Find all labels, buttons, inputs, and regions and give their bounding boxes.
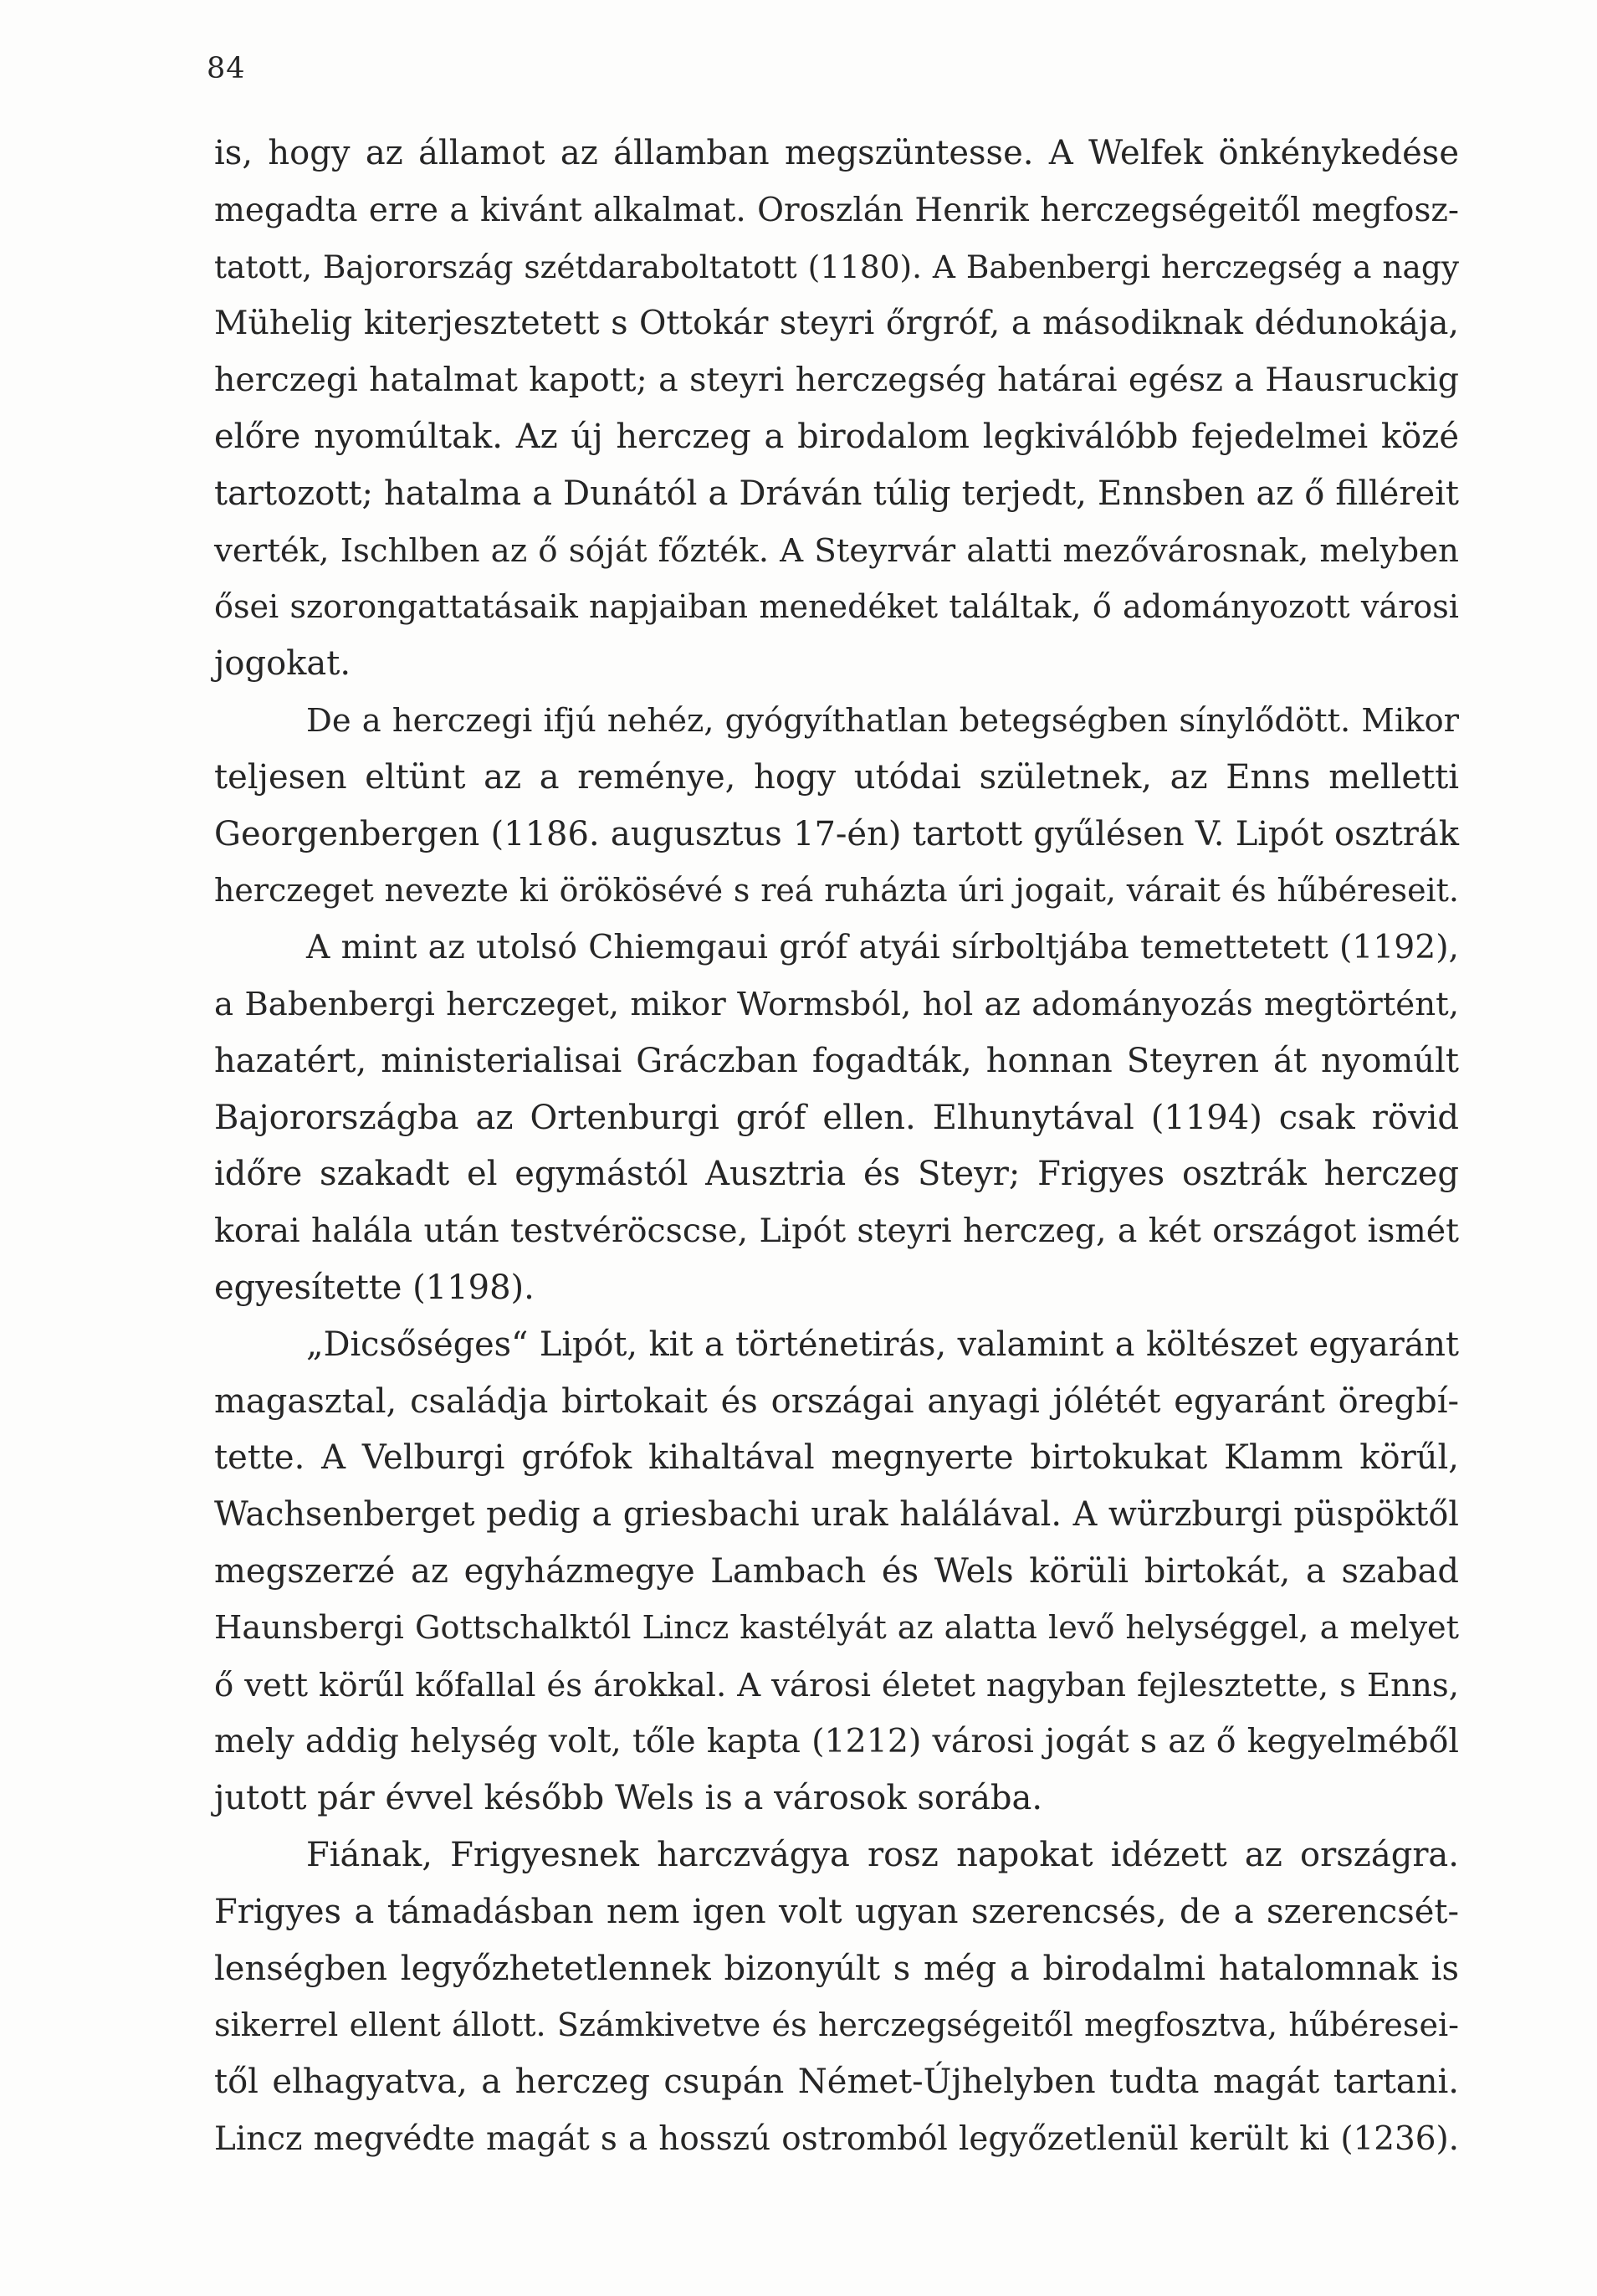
text-line: magasztal, családja birtokait és országai anyagi jólétét egyaránt öregbí-	[214, 1381, 1459, 1421]
text-line: herczegi hatalmat kapott; a steyri herczegség határai egész a Hausruckig	[214, 361, 1459, 400]
text-line: De a herczegi ifjú nehéz, gyógyíthatlan betegségben sínylődött. Mikor	[306, 701, 1459, 740]
text-line: A mint az utolsó Chiemgaui gróf atyái sírboltjába temettetett (1192),	[306, 929, 1459, 967]
text-line: hazatért, ministerialisai Gráczban fogadták, honnan Steyren át nyomúlt	[214, 1041, 1459, 1080]
text-line: tette. A Velburgi grófok kihaltával megnyerte birtokukat Klamm körűl,	[214, 1438, 1459, 1478]
text-line: a Babenbergi herczeget, mikor Wormsból, hol az adományozás megtörtént,	[214, 985, 1459, 1023]
text-line: „Dicsőséges“ Lipót, kit a történetirás, valamint a költészet egyaránt	[306, 1325, 1459, 1364]
text-line: Haunsbergi Gottschalktól Lincz kastélyát az alatta levő helységgel, a melyet	[214, 1609, 1459, 1647]
text-line: Georgenbergen (1186. augusztus 17-én) tartott gyűlésen V. Lipót osztrák	[214, 814, 1459, 853]
text-line: Mühelig kiterjesztetett s Ottokár steyri őrgróf, a másodiknak dédunokája,	[214, 304, 1459, 343]
text-line: mely addig helység volt, tőle kapta (1212) városi jogát s az ő kegyelméből	[214, 1722, 1459, 1761]
text-line: időre szakadt el egymástól Ausztria és Steyr; Frigyes osztrák herczeg	[214, 1155, 1459, 1194]
text-line: ősei szorongattatásaik napjaiban menedéket találtak, ő adományozott városi	[214, 588, 1459, 626]
body-text	[214, 126, 1459, 2168]
text-line: megszerzé az egyházmegye Lambach és Wels körüli birtokát, a szabad	[214, 1551, 1459, 1591]
text-line: tartozott; hatalma a Dunától a Dráván túlig terjedt, Ennsben az ő filléreit	[214, 474, 1459, 513]
text-line: herczeget nevezte ki örökösévé s reá ruházta úri jogait, várait és hűbéreseit.	[214, 872, 1459, 910]
text-line: előre nyomúltak. Az új herczeg a birodalom legkiválóbb fejedelmei közé	[214, 417, 1459, 456]
text-line: Lincz megvédte magát s a hosszú ostromból legyőzetlenül került ki (1236).	[214, 2119, 1459, 2158]
text-line: Fiának, Frigyesnek harczvágya rosz napokat idézett az országra.	[306, 1835, 1459, 1874]
text-line: Frigyes a támadásban nem igen volt ugyan szerencsés, de a szerencsét-	[214, 1892, 1459, 1931]
text-line: tatott, Bajorország szétdaraboltatott (1180). A Babenbergi herczegség a nagy	[214, 248, 1459, 285]
text-line: megadta erre a kivánt alkalmat. Oroszlán Henrik herczegségeitől megfosz-	[214, 191, 1459, 229]
text-line: is, hogy az államot az államban megszüntesse. A Welfek önkénykedése	[214, 134, 1459, 172]
page-number: 84	[207, 52, 246, 85]
text-line: lenségben legyőzhetetlennek bizonyúlt s még a birodalmi hatalomnak is	[214, 1949, 1459, 1988]
text-line: jogokat.	[214, 644, 351, 684]
text-line: egyesítette (1198).	[214, 1268, 535, 1307]
text-line: től elhagyatva, a herczeg csupán Német-Újhelyben tudta magát tartani.	[214, 2063, 1459, 2102]
text-line: korai halála után testvéröcscse, Lipót steyri herczeg, a két országot ismét	[214, 1212, 1459, 1251]
text-line: ő vett körűl kőfallal és árokkal. A városi életet nagyban fejlesztette, s Enns,	[214, 1666, 1459, 1704]
text-line: jutott pár évvel később Wels is a városok sorába.	[214, 1779, 1043, 1818]
text-line: sikerrel ellent állott. Számkivetve és herczegségeitől megfosztva, hűbéresei-	[214, 2006, 1459, 2044]
text-line: Bajorországba az Ortenburgi gróf ellen. Elhunytával (1194) csak rövid	[214, 1098, 1459, 1137]
text-line: Wachsenberget pedig a griesbachi urak halálával. A würzburgi püspöktől	[214, 1495, 1459, 1535]
text-line: verték, Ischlben az ő sóját főzték. A Steyrvár alatti mezővárosnak, melyben	[214, 531, 1459, 570]
text-line: teljesen eltünt az a reménye, hogy utódai születnek, az Enns melletti	[214, 757, 1459, 797]
